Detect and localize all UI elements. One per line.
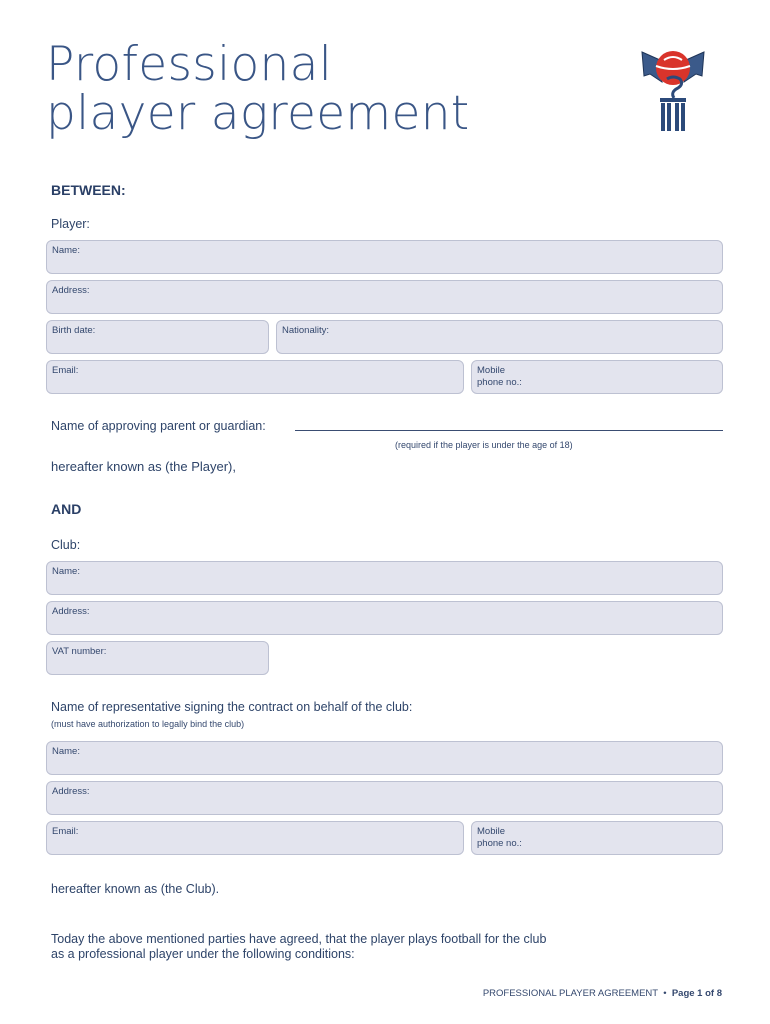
mobile-line-1: Mobile [477, 365, 505, 376]
field-label: Name: [52, 245, 80, 256]
club-address-field[interactable] [46, 601, 723, 635]
player-mobile-field[interactable] [471, 360, 723, 394]
field-label [477, 365, 522, 389]
representative-email-field[interactable] [46, 821, 464, 855]
page-footer [483, 988, 722, 999]
and-heading: AND [51, 501, 82, 517]
club-name-field[interactable] [46, 561, 723, 595]
between-heading: BETWEEN: [51, 182, 126, 198]
guardian-label: Name of approving parent or guardian: [51, 419, 266, 433]
representative-label: Name of representative signing the contract on behalf of the club: [51, 700, 413, 714]
player-email-field[interactable] [46, 360, 464, 394]
player-known-as: hereafter known as (the Player), [51, 459, 236, 474]
player-address-field[interactable] [46, 280, 723, 314]
mobile-line-2: phone no.: [477, 377, 522, 388]
document-title [46, 37, 470, 141]
representative-note: (must have authorization to legally bind the club) [51, 719, 245, 729]
agreement-paragraph [51, 932, 546, 962]
representative-name-field[interactable] [46, 741, 723, 775]
title-line-1: Professional [46, 37, 333, 92]
guardian-note: (required if the player is under the age of 18) [395, 440, 573, 450]
footer-document-name: PROFESSIONAL PLAYER AGREEMENT [482, 988, 658, 999]
player-nationality-field[interactable] [276, 320, 723, 354]
agreement-line-1: Today the above mentioned parties have agreed, that the player plays football for the club [51, 932, 547, 946]
field-label: Email: [52, 365, 79, 376]
association-logo-icon [640, 42, 706, 134]
field-label: Name: [52, 566, 80, 577]
field-label: Address: [52, 606, 90, 617]
field-label: Nationality: [282, 325, 329, 336]
mobile-line-1: Mobile [477, 826, 505, 837]
representative-address-field[interactable] [46, 781, 723, 815]
field-label: Address: [52, 285, 90, 296]
player-label: Player: [51, 217, 90, 231]
field-label: Address: [52, 786, 90, 797]
field-label: Name: [52, 746, 80, 757]
field-label: Email: [52, 826, 79, 837]
mobile-line-2: phone no.: [477, 838, 522, 849]
guardian-signature-line[interactable] [295, 430, 723, 431]
footer-page-number: Page 1 of 8 [671, 988, 722, 999]
club-label: Club: [51, 538, 81, 552]
representative-mobile-field[interactable] [471, 821, 723, 855]
club-known-as: hereafter known as (the Club). [51, 882, 220, 896]
player-name-field[interactable] [46, 240, 723, 274]
player-birth-date-field[interactable] [46, 320, 269, 354]
title-line-2: player agreement [46, 86, 470, 141]
club-vat-field[interactable] [46, 641, 269, 675]
footer-separator: • [663, 988, 667, 999]
field-label [477, 826, 522, 850]
field-label: Birth date: [52, 325, 96, 336]
agreement-line-2: as a professional player under the following conditions: [51, 947, 355, 961]
field-label: VAT number: [52, 646, 107, 657]
